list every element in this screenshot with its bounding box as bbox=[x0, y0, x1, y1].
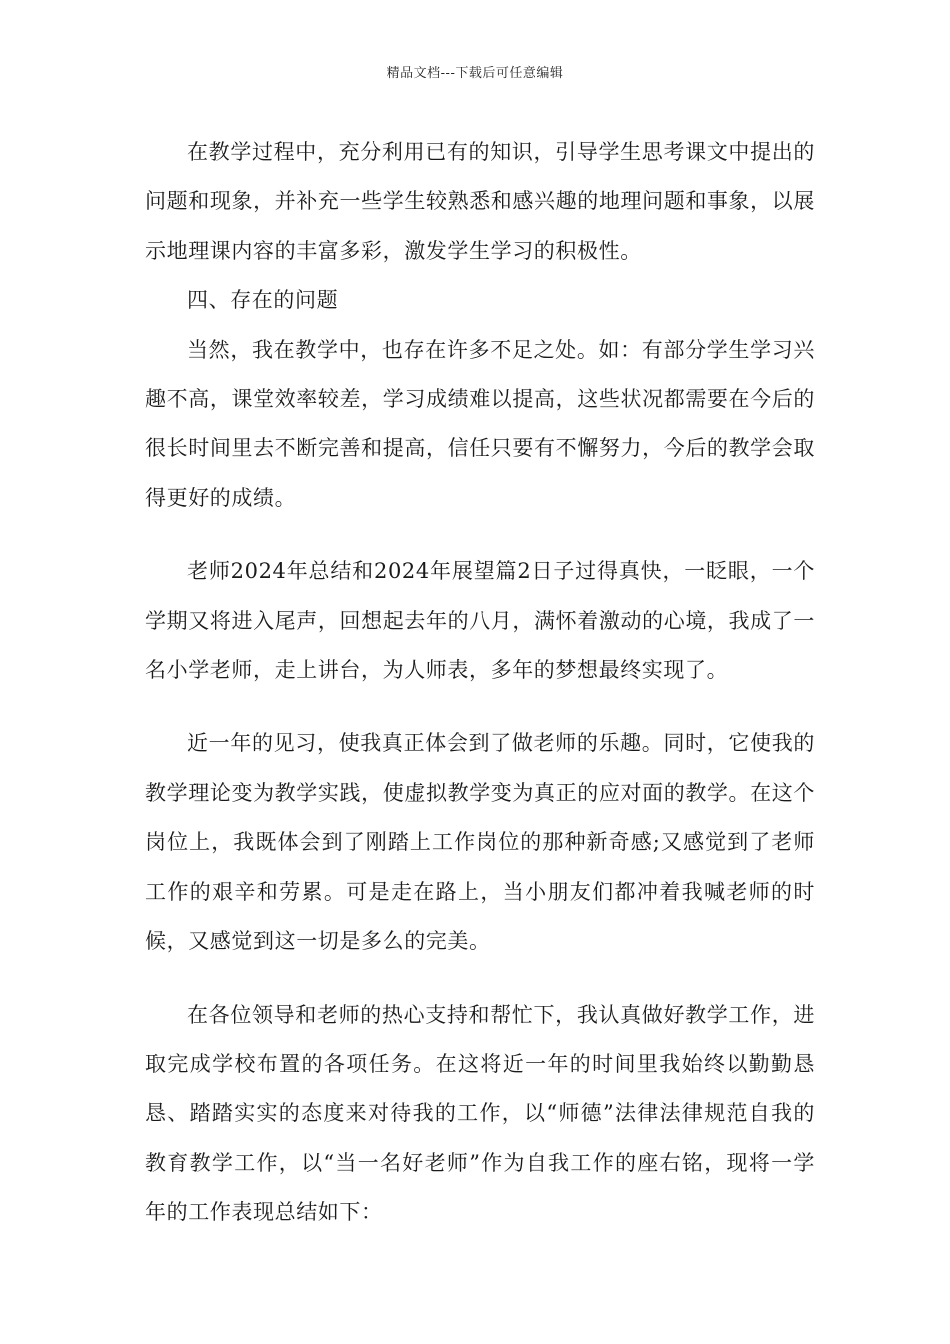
document-body bbox=[145, 128, 815, 1238]
paragraph-summary-intro: 老师2024年总结和2024年展望篇2日子过得真快，一眨眼，一个学期又将进入尾声，回想起去年的八月，满怀着激动的心境，我成了一名小学老师，走上讲台，为人师表，多年的梦想最终实现了。 bbox=[145, 559, 815, 683]
paragraph-work-attitude: 在各位领导和老师的热心支持和帮忙下，我认真做好教学工作，进取完成学校布置的各项任务。在这将近一年的时间里我始终以勤勤恳恳、踏踏实实的态度来对待我的工作，以“师德”法律法律规范自我的教育教学工作，以“当一名好老师”作为自我工作的座右铭，现将一学年的工作表现总结如下： bbox=[145, 1002, 815, 1225]
paragraph-teaching-process: 在教学过程中，充分利用已有的知识，引导学生思考课文中提出的问题和现象，并补充一些学生较熟悉和感兴趣的地理问题和事象，以展示地理课内容的丰富多彩，激发学生学习的积极性。 bbox=[145, 140, 815, 263]
page-header: 精品文档---下载后可任意编辑 bbox=[386, 66, 564, 81]
paragraph-internship: 近一年的见习，使我真正体会到了做老师的乐趣。同时，它使我的教学理论变为教学实践，使虚拟教学变为真正的应对面的教学。在这个岗位上，我既体会到了刚踏上工作岗位的那种新奇感;又感觉到了老师工作的艰辛和劳累。可是走在路上，当小朋友们都冲着我喊老师的时候，又感觉到这一切是多么的完美。 bbox=[145, 731, 815, 954]
paragraph-shortcomings: 当然，我在教学中，也存在许多不足之处。如：有部分学生学习兴趣不高，课堂效率较差，学习成绩难以提高，这些状况都需要在今后的很长时间里去不断完善和提高，信任只要有不懈努力，今后的教学会取得更好的成绩。 bbox=[145, 337, 815, 510]
section-heading-problems: 四、存在的问题 bbox=[187, 288, 339, 313]
